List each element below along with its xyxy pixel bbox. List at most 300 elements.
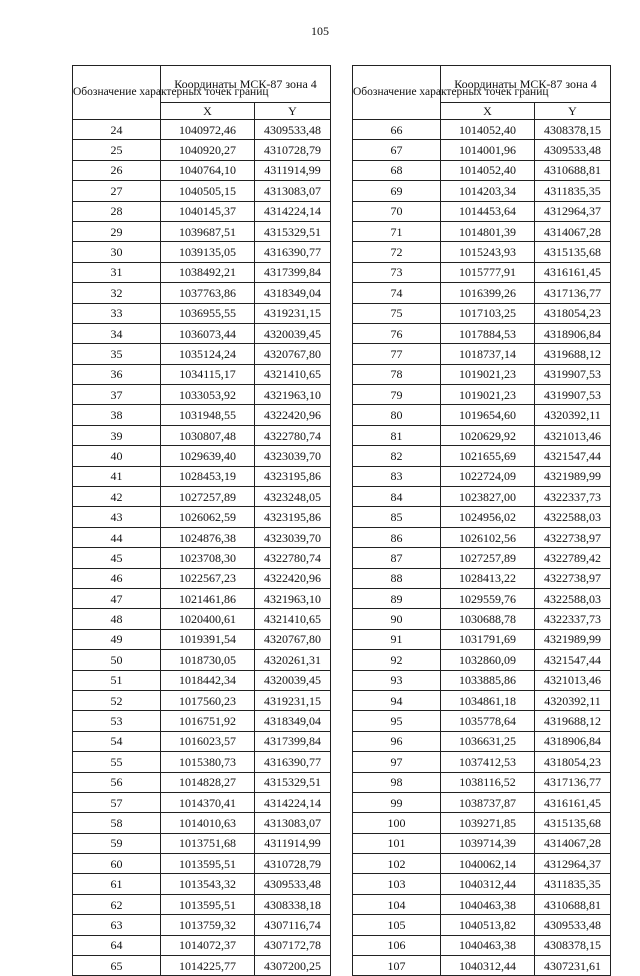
x-coordinate-cell: 1018730,05 — [161, 650, 255, 670]
table-row — [73, 568, 331, 588]
point-number-cell: 95 — [353, 711, 441, 731]
x-coordinate-cell: 1020400,61 — [161, 609, 255, 629]
x-coordinate-cell: 1022567,23 — [161, 568, 255, 588]
y-coordinate-cell: 4323195,86 — [255, 507, 331, 527]
point-number-cell: 104 — [353, 894, 441, 914]
point-column-header: Обозначение характерных точек границ — [353, 66, 441, 120]
x-coordinate-cell: 1014225,77 — [161, 956, 255, 976]
x-coordinate-cell: 1040145,37 — [161, 201, 255, 221]
x-coordinate-cell: 1014828,27 — [161, 772, 255, 792]
table-body — [353, 120, 611, 976]
table-row — [73, 487, 331, 507]
point-number-cell: 101 — [353, 833, 441, 853]
y-coordinate-cell: 4308378,15 — [535, 120, 611, 140]
coordinates-column-header: Координаты МСК-87 зона 4 — [161, 66, 331, 103]
table-header — [73, 66, 331, 120]
x-coordinate-cell: 1035124,24 — [161, 344, 255, 364]
point-number-cell: 24 — [73, 120, 161, 140]
page-number: 105 — [311, 24, 329, 38]
y-coordinate-cell: 4322789,42 — [535, 548, 611, 568]
table-row — [353, 894, 611, 914]
table-row — [353, 160, 611, 180]
y-coordinate-cell: 4311835,35 — [535, 181, 611, 201]
y-coordinate-cell: 4318906,84 — [535, 323, 611, 343]
point-number-cell: 99 — [353, 792, 441, 812]
point-number-cell: 56 — [73, 772, 161, 792]
y-coordinate-cell: 4318054,23 — [535, 752, 611, 772]
y-column-header: Y — [535, 103, 611, 120]
point-number-cell: 42 — [73, 487, 161, 507]
point-number-cell: 34 — [73, 323, 161, 343]
x-coordinate-cell: 1034861,18 — [441, 690, 535, 710]
x-coordinate-cell: 1015380,73 — [161, 752, 255, 772]
x-coordinate-cell: 1039687,51 — [161, 221, 255, 241]
point-number-cell: 88 — [353, 568, 441, 588]
y-coordinate-cell: 4321410,65 — [255, 364, 331, 384]
point-number-cell: 81 — [353, 425, 441, 445]
table-header — [353, 66, 611, 120]
table-row — [353, 670, 611, 690]
y-column-header: Y — [255, 103, 331, 120]
x-coordinate-cell: 1019021,23 — [441, 385, 535, 405]
x-coordinate-cell: 1040312,44 — [441, 956, 535, 976]
x-coordinate-cell: 1038492,21 — [161, 262, 255, 282]
y-coordinate-cell: 4311835,35 — [535, 874, 611, 894]
x-coordinate-cell: 1016399,26 — [441, 283, 535, 303]
x-coordinate-cell: 1039271,85 — [441, 813, 535, 833]
y-coordinate-cell: 4321963,10 — [255, 385, 331, 405]
x-coordinate-cell: 1024956,02 — [441, 507, 535, 527]
point-number-cell: 45 — [73, 548, 161, 568]
x-coordinate-cell: 1033885,86 — [441, 670, 535, 690]
x-coordinate-cell: 1029559,76 — [441, 588, 535, 608]
table-row — [353, 548, 611, 568]
y-coordinate-cell: 4318054,23 — [535, 303, 611, 323]
table-row — [353, 813, 611, 833]
point-number-cell: 47 — [73, 588, 161, 608]
x-coordinate-cell: 1023708,30 — [161, 548, 255, 568]
x-column-header: X — [161, 103, 255, 120]
y-coordinate-cell: 4319907,53 — [535, 364, 611, 384]
table-row — [73, 731, 331, 751]
x-coordinate-cell: 1039135,05 — [161, 242, 255, 262]
y-coordinate-cell: 4307200,25 — [255, 956, 331, 976]
table-row — [73, 507, 331, 527]
x-coordinate-cell: 1014072,37 — [161, 935, 255, 955]
x-coordinate-cell: 1031948,55 — [161, 405, 255, 425]
x-coordinate-cell: 1014010,63 — [161, 813, 255, 833]
table-row — [73, 813, 331, 833]
x-coordinate-cell: 1013759,32 — [161, 915, 255, 935]
y-coordinate-cell: 4319907,53 — [535, 385, 611, 405]
point-number-cell: 27 — [73, 181, 161, 201]
point-number-cell: 107 — [353, 956, 441, 976]
y-coordinate-cell: 4321989,99 — [535, 629, 611, 649]
x-coordinate-cell: 1022724,09 — [441, 466, 535, 486]
x-coordinate-cell: 1031791,69 — [441, 629, 535, 649]
y-coordinate-cell: 4322588,03 — [535, 588, 611, 608]
x-coordinate-cell: 1024876,38 — [161, 527, 255, 547]
point-number-cell: 43 — [73, 507, 161, 527]
y-coordinate-cell: 4321547,44 — [535, 446, 611, 466]
x-coordinate-cell: 1038737,87 — [441, 792, 535, 812]
y-coordinate-cell: 4312964,37 — [535, 854, 611, 874]
y-coordinate-cell: 4320261,31 — [255, 650, 331, 670]
x-coordinate-cell: 1019391,54 — [161, 629, 255, 649]
y-coordinate-cell: 4318906,84 — [535, 731, 611, 751]
x-coordinate-cell: 1017884,53 — [441, 323, 535, 343]
coordinates-table-left — [72, 65, 331, 976]
table-row — [353, 568, 611, 588]
point-number-cell: 44 — [73, 527, 161, 547]
table-row — [353, 833, 611, 853]
x-coordinate-cell: 1028413,22 — [441, 568, 535, 588]
point-number-cell: 60 — [73, 854, 161, 874]
table-body — [73, 120, 331, 976]
y-coordinate-cell: 4307172,78 — [255, 935, 331, 955]
point-number-cell: 68 — [353, 160, 441, 180]
x-coordinate-cell: 1040505,15 — [161, 181, 255, 201]
x-coordinate-cell: 1030807,48 — [161, 425, 255, 445]
point-number-cell: 84 — [353, 487, 441, 507]
point-number-cell: 91 — [353, 629, 441, 649]
y-coordinate-cell: 4313083,07 — [255, 181, 331, 201]
point-number-cell: 48 — [73, 609, 161, 629]
y-coordinate-cell: 4310688,81 — [535, 160, 611, 180]
table-row — [353, 242, 611, 262]
y-coordinate-cell: 4309533,48 — [535, 915, 611, 935]
y-coordinate-cell: 4322780,74 — [255, 548, 331, 568]
x-coordinate-cell: 1014801,39 — [441, 221, 535, 241]
point-number-cell: 74 — [353, 283, 441, 303]
table-row — [73, 120, 331, 140]
point-number-cell: 61 — [73, 874, 161, 894]
table-row — [353, 731, 611, 751]
point-number-cell: 33 — [73, 303, 161, 323]
point-number-cell: 25 — [73, 140, 161, 160]
table-row — [353, 772, 611, 792]
table-row — [353, 283, 611, 303]
point-number-cell: 31 — [73, 262, 161, 282]
table-row — [73, 385, 331, 405]
y-coordinate-cell: 4320767,80 — [255, 344, 331, 364]
point-number-cell: 66 — [353, 120, 441, 140]
point-number-cell: 65 — [73, 956, 161, 976]
table-row — [73, 405, 331, 425]
x-coordinate-cell: 1020629,92 — [441, 425, 535, 445]
x-coordinate-cell: 1021461,86 — [161, 588, 255, 608]
table-row — [73, 752, 331, 772]
table-row — [353, 690, 611, 710]
point-number-cell: 97 — [353, 752, 441, 772]
table-row — [353, 874, 611, 894]
table-row — [73, 425, 331, 445]
y-coordinate-cell: 4318349,04 — [255, 711, 331, 731]
y-coordinate-cell: 4314067,28 — [535, 221, 611, 241]
y-coordinate-cell: 4316390,77 — [255, 752, 331, 772]
x-coordinate-cell: 1029639,40 — [161, 446, 255, 466]
x-coordinate-cell: 1021655,69 — [441, 446, 535, 466]
y-coordinate-cell: 4322420,96 — [255, 405, 331, 425]
point-number-cell: 41 — [73, 466, 161, 486]
table-row — [353, 140, 611, 160]
y-coordinate-cell: 4319688,12 — [535, 711, 611, 731]
y-coordinate-cell: 4309533,48 — [535, 140, 611, 160]
y-coordinate-cell: 4319231,15 — [255, 690, 331, 710]
point-number-cell: 37 — [73, 385, 161, 405]
x-coordinate-cell: 1037412,53 — [441, 752, 535, 772]
point-number-cell: 26 — [73, 160, 161, 180]
point-number-cell: 70 — [353, 201, 441, 221]
table-row — [353, 752, 611, 772]
x-coordinate-cell: 1040062,14 — [441, 854, 535, 874]
table-row — [73, 140, 331, 160]
table-row — [73, 935, 331, 955]
x-coordinate-cell: 1018442,34 — [161, 670, 255, 690]
x-coordinate-cell: 1019654,60 — [441, 405, 535, 425]
x-coordinate-cell: 1040312,44 — [441, 874, 535, 894]
y-coordinate-cell: 4321963,10 — [255, 588, 331, 608]
table-row — [353, 854, 611, 874]
table-row — [353, 487, 611, 507]
point-number-cell: 50 — [73, 650, 161, 670]
table-row — [73, 344, 331, 364]
point-number-cell: 69 — [353, 181, 441, 201]
y-coordinate-cell: 4323039,70 — [255, 527, 331, 547]
y-coordinate-cell: 4311914,99 — [255, 833, 331, 853]
table-row — [353, 935, 611, 955]
table-row — [73, 833, 331, 853]
point-number-cell: 82 — [353, 446, 441, 466]
point-number-cell: 92 — [353, 650, 441, 670]
point-number-cell: 62 — [73, 894, 161, 914]
y-coordinate-cell: 4307116,74 — [255, 915, 331, 935]
y-coordinate-cell: 4315329,51 — [255, 772, 331, 792]
table-row — [353, 344, 611, 364]
x-coordinate-cell: 1040972,46 — [161, 120, 255, 140]
x-coordinate-cell: 1038116,52 — [441, 772, 535, 792]
table-row — [73, 548, 331, 568]
y-coordinate-cell: 4321013,46 — [535, 425, 611, 445]
x-coordinate-cell: 1013751,68 — [161, 833, 255, 853]
x-coordinate-cell: 1014203,34 — [441, 181, 535, 201]
x-coordinate-cell: 1018737,14 — [441, 344, 535, 364]
x-coordinate-cell: 1026062,59 — [161, 507, 255, 527]
table-row — [73, 262, 331, 282]
y-coordinate-cell: 4320392,11 — [535, 405, 611, 425]
table-row — [73, 160, 331, 180]
table-row — [73, 609, 331, 629]
point-number-cell: 51 — [73, 670, 161, 690]
point-number-cell: 106 — [353, 935, 441, 955]
x-coordinate-cell: 1036955,55 — [161, 303, 255, 323]
table-row — [353, 711, 611, 731]
point-number-cell: 36 — [73, 364, 161, 384]
point-number-cell: 46 — [73, 568, 161, 588]
point-number-cell: 80 — [353, 405, 441, 425]
x-coordinate-cell: 1019021,23 — [441, 364, 535, 384]
y-coordinate-cell: 4322738,97 — [535, 568, 611, 588]
x-coordinate-cell: 1036073,44 — [161, 323, 255, 343]
table-row — [353, 956, 611, 976]
point-number-cell: 55 — [73, 752, 161, 772]
y-coordinate-cell: 4322738,97 — [535, 527, 611, 547]
y-coordinate-cell: 4309533,48 — [255, 874, 331, 894]
x-coordinate-cell: 1040463,38 — [441, 935, 535, 955]
y-coordinate-cell: 4322780,74 — [255, 425, 331, 445]
y-coordinate-cell: 4319231,15 — [255, 303, 331, 323]
x-coordinate-cell: 1034115,17 — [161, 364, 255, 384]
y-coordinate-cell: 4314224,14 — [255, 792, 331, 812]
x-coordinate-cell: 1015243,93 — [441, 242, 535, 262]
y-coordinate-cell: 4321410,65 — [255, 609, 331, 629]
point-number-cell: 83 — [353, 466, 441, 486]
x-coordinate-cell: 1032860,09 — [441, 650, 535, 670]
x-coordinate-cell: 1027257,89 — [161, 487, 255, 507]
x-coordinate-cell: 1014370,41 — [161, 792, 255, 812]
point-number-cell: 89 — [353, 588, 441, 608]
y-coordinate-cell: 4322420,96 — [255, 568, 331, 588]
table-row — [353, 466, 611, 486]
y-coordinate-cell: 4320039,45 — [255, 323, 331, 343]
table-row — [353, 446, 611, 466]
table-row — [73, 242, 331, 262]
y-coordinate-cell: 4321547,44 — [535, 650, 611, 670]
y-coordinate-cell: 4308378,15 — [535, 935, 611, 955]
x-coordinate-cell: 1036631,25 — [441, 731, 535, 751]
table-row — [353, 303, 611, 323]
table-row — [353, 364, 611, 384]
y-coordinate-cell: 4309533,48 — [255, 120, 331, 140]
point-number-cell: 32 — [73, 283, 161, 303]
table-row — [353, 120, 611, 140]
x-coordinate-cell: 1013595,51 — [161, 854, 255, 874]
point-number-cell: 35 — [73, 344, 161, 364]
table-row — [73, 588, 331, 608]
y-coordinate-cell: 4310688,81 — [535, 894, 611, 914]
x-coordinate-cell: 1017560,23 — [161, 690, 255, 710]
table-row — [353, 425, 611, 445]
coordinates-table-right — [352, 65, 611, 976]
x-column-header: X — [441, 103, 535, 120]
y-coordinate-cell: 4314224,14 — [255, 201, 331, 221]
point-number-cell: 85 — [353, 507, 441, 527]
table-row — [73, 690, 331, 710]
x-coordinate-cell: 1014052,40 — [441, 120, 535, 140]
table-row — [73, 629, 331, 649]
point-number-cell: 39 — [73, 425, 161, 445]
table-row — [353, 405, 611, 425]
point-number-cell: 29 — [73, 221, 161, 241]
y-coordinate-cell: 4315135,68 — [535, 242, 611, 262]
x-coordinate-cell: 1030688,78 — [441, 609, 535, 629]
point-number-cell: 49 — [73, 629, 161, 649]
x-coordinate-cell: 1017103,25 — [441, 303, 535, 323]
table-row — [73, 854, 331, 874]
y-coordinate-cell: 4317136,77 — [535, 283, 611, 303]
table-row — [73, 181, 331, 201]
point-number-cell: 94 — [353, 690, 441, 710]
point-column-header: Обозначение характерных точек границ — [73, 66, 161, 120]
point-number-cell: 93 — [353, 670, 441, 690]
table-row — [353, 629, 611, 649]
table-row — [73, 874, 331, 894]
table-row — [353, 609, 611, 629]
table-row — [353, 323, 611, 343]
point-number-cell: 77 — [353, 344, 441, 364]
y-coordinate-cell: 4322588,03 — [535, 507, 611, 527]
table-row — [73, 711, 331, 731]
table-row — [353, 201, 611, 221]
point-number-cell: 28 — [73, 201, 161, 221]
y-coordinate-cell: 4315135,68 — [535, 813, 611, 833]
table-row — [73, 303, 331, 323]
table-row — [73, 894, 331, 914]
point-number-cell: 96 — [353, 731, 441, 751]
table-row — [73, 792, 331, 812]
y-coordinate-cell: 4312964,37 — [535, 201, 611, 221]
point-number-cell: 63 — [73, 915, 161, 935]
x-coordinate-cell: 1023827,00 — [441, 487, 535, 507]
point-number-cell: 40 — [73, 446, 161, 466]
point-number-cell: 71 — [353, 221, 441, 241]
point-number-cell: 103 — [353, 874, 441, 894]
point-number-cell: 59 — [73, 833, 161, 853]
table-row — [73, 221, 331, 241]
table-row — [353, 385, 611, 405]
table-row — [353, 507, 611, 527]
x-coordinate-cell: 1015777,91 — [441, 262, 535, 282]
table-row — [73, 915, 331, 935]
point-number-cell: 87 — [353, 548, 441, 568]
x-coordinate-cell: 1040463,38 — [441, 894, 535, 914]
y-coordinate-cell: 4311914,99 — [255, 160, 331, 180]
x-coordinate-cell: 1028453,19 — [161, 466, 255, 486]
point-number-cell: 38 — [73, 405, 161, 425]
table-row — [73, 323, 331, 343]
point-number-cell: 52 — [73, 690, 161, 710]
table-row — [73, 446, 331, 466]
table-row — [73, 364, 331, 384]
table-row — [73, 283, 331, 303]
x-coordinate-cell: 1013595,51 — [161, 894, 255, 914]
y-coordinate-cell: 4314067,28 — [535, 833, 611, 853]
y-coordinate-cell: 4310728,79 — [255, 854, 331, 874]
point-number-cell: 72 — [353, 242, 441, 262]
point-number-cell: 90 — [353, 609, 441, 629]
y-coordinate-cell: 4316390,77 — [255, 242, 331, 262]
y-coordinate-cell: 4318349,04 — [255, 283, 331, 303]
y-coordinate-cell: 4322337,73 — [535, 487, 611, 507]
point-number-cell: 86 — [353, 527, 441, 547]
table-row — [353, 181, 611, 201]
x-coordinate-cell: 1039714,39 — [441, 833, 535, 853]
table-row — [353, 650, 611, 670]
table-row — [73, 956, 331, 976]
y-coordinate-cell: 4317399,84 — [255, 731, 331, 751]
point-number-cell: 100 — [353, 813, 441, 833]
point-number-cell: 105 — [353, 915, 441, 935]
point-number-cell: 53 — [73, 711, 161, 731]
point-number-cell: 73 — [353, 262, 441, 282]
x-coordinate-cell: 1037763,86 — [161, 283, 255, 303]
x-coordinate-cell: 1040513,82 — [441, 915, 535, 935]
y-coordinate-cell: 4317136,77 — [535, 772, 611, 792]
x-coordinate-cell: 1040920,27 — [161, 140, 255, 160]
y-coordinate-cell: 4320767,80 — [255, 629, 331, 649]
point-number-cell: 67 — [353, 140, 441, 160]
table-row — [73, 670, 331, 690]
